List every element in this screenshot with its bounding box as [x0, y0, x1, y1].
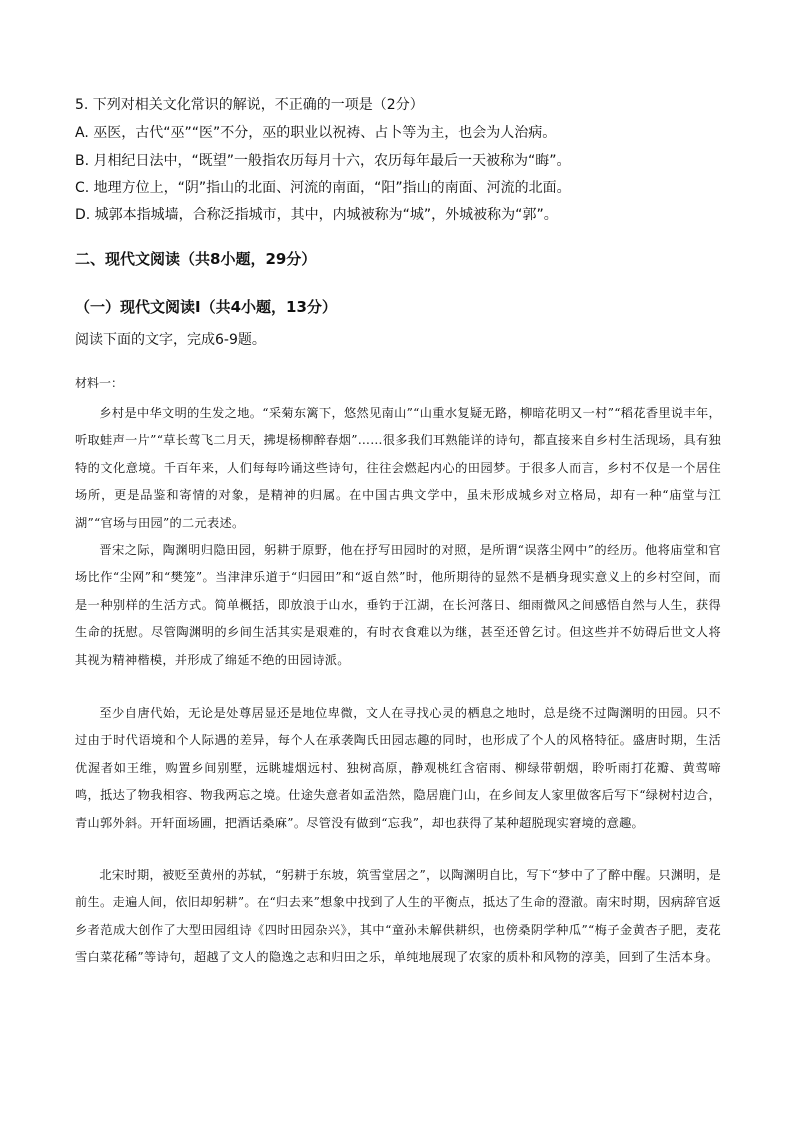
reading-instruction: 阅读下面的文字，完成6-9题。 — [75, 332, 266, 348]
passage-paragraph: 至少自唐代始，无论是处尊居显还是地位卑微，文人在寻找心灵的栖息之地时，总是绕不过陶渊明的田园。只不过由于时代语境和个人际遇的差异，每个人在承袭陶氏田园志趣的同时，也形成了个人的风格特征。盛唐时期，生活优渥者如王维，购置乡间别墅，远眺墟烟远村、独树高原，静观桃红含宿雨、柳绿带朝烟，聆听雨打花瓣、黄莺啼鸣，抵达了物我相容、物我两忘之境。仕途失意者如孟浩然，隐居鹿门山，在乡间友人家里做客后写下“绿树村边合，青山郭外斜。开轩面场圃，把酒话桑麻”。尽管没有做到“忘我”，却也获得了某种超脱现实窘境的意趣。 — [75, 706, 721, 830]
material-label: 材料一： — [75, 376, 124, 390]
question-5-option-a: A. 巫医，古代“巫”“医”不分，巫的职业以祝祷、占卜等为主，也会为人治病。 — [75, 125, 557, 141]
section-title: 二、现代文阅读（共8小题，29分） — [75, 250, 317, 268]
question-5-option-d: D. 城郭本指城墙，合称泛指城市，其中，内城被称为“城”，外城被称为“郭”。 — [75, 207, 558, 223]
passage-paragraph: 北宋时期，被贬至黄州的苏轼，“躬耕于东坡，筑雪堂居之”，以陶渊明自比，写下“梦中了了醉中醒。只渊明，是前生。走遍人间，依旧却躬耕”。在“归去来”想象中找到了人生的平衡点，抵达了生命的澄澈。南宋时期，因病辞官返乡者范成大创作了大型田园组诗《四时田园杂兴》，其中“童孙未解供耕织，也傍桑阴学种瓜”“梅子金黄杏子肥，麦花雪白菜花稀”等诗句，超越了文人的隐逸之志和归田之乐，单纯地展现了农家的质朴和风物的淳美，回到了生活本身。 — [75, 868, 721, 965]
question-5-option-c: C. 地理方位上，“阴”指山的北面、河流的南面，“阳”指山的南面、河流的北面。 — [75, 180, 571, 196]
passage-paragraph: 晋宋之际，陶渊明归隐田园，躬耕于原野，他在抒写田园时的对照，是所谓“误落尘网中”的经历。他将庙堂和官场比作“尘网”和“樊笼”。当津津乐道于“归园田”和“返自然”时，他所期待的显然不是栖身现实意义上的乡村空间，而是一种别样的生活方式。简单概括，即放浪于山水，垂钓于江湖，在长河落日、细雨微风之间感悟自然与人生，获得生命的抚慰。尽管陶渊明的乡间生活其实是艰难的，有时衣食难以为继，甚至还曾乞讨。但这些并不妨碍后世文人将其视为精神楷模，并形成了绵延不绝的田园诗派。 — [75, 543, 721, 667]
passage-paragraph: 乡村是中华文明的生发之地。“采菊东篱下，悠然见南山”“山重水复疑无路，柳暗花明又一村”“稻花香里说丰年，听取蛙声一片”“草长莺飞二月天，拂堤杨柳醉春烟”……很多我们耳熟能详的诗句，都直接来自乡村生活现场，具有独特的文化意境。千百年来，人们每每吟诵这些诗句，往往会燃起内心的田园梦。于很多人而言，乡村不仅是一个居住场所，更是品鉴和寄情的对象，是精神的归属。在中国古典文学中，虽未形成城乡对立格局，却有一种“庙堂与江湖”“官场与田园”的二元表述。 — [75, 406, 721, 530]
question-5-option-b: B. 月相纪日法中，“既望”一般指农历每月十六，农历每年最后一天被称为“晦”。 — [75, 153, 571, 169]
subsection-title: （一）现代文阅读Ⅰ（共4小题，13分） — [75, 298, 337, 316]
question-5-stem: 5. 下列对相关文化常识的解说，不正确的一项是（2分） — [75, 97, 424, 113]
